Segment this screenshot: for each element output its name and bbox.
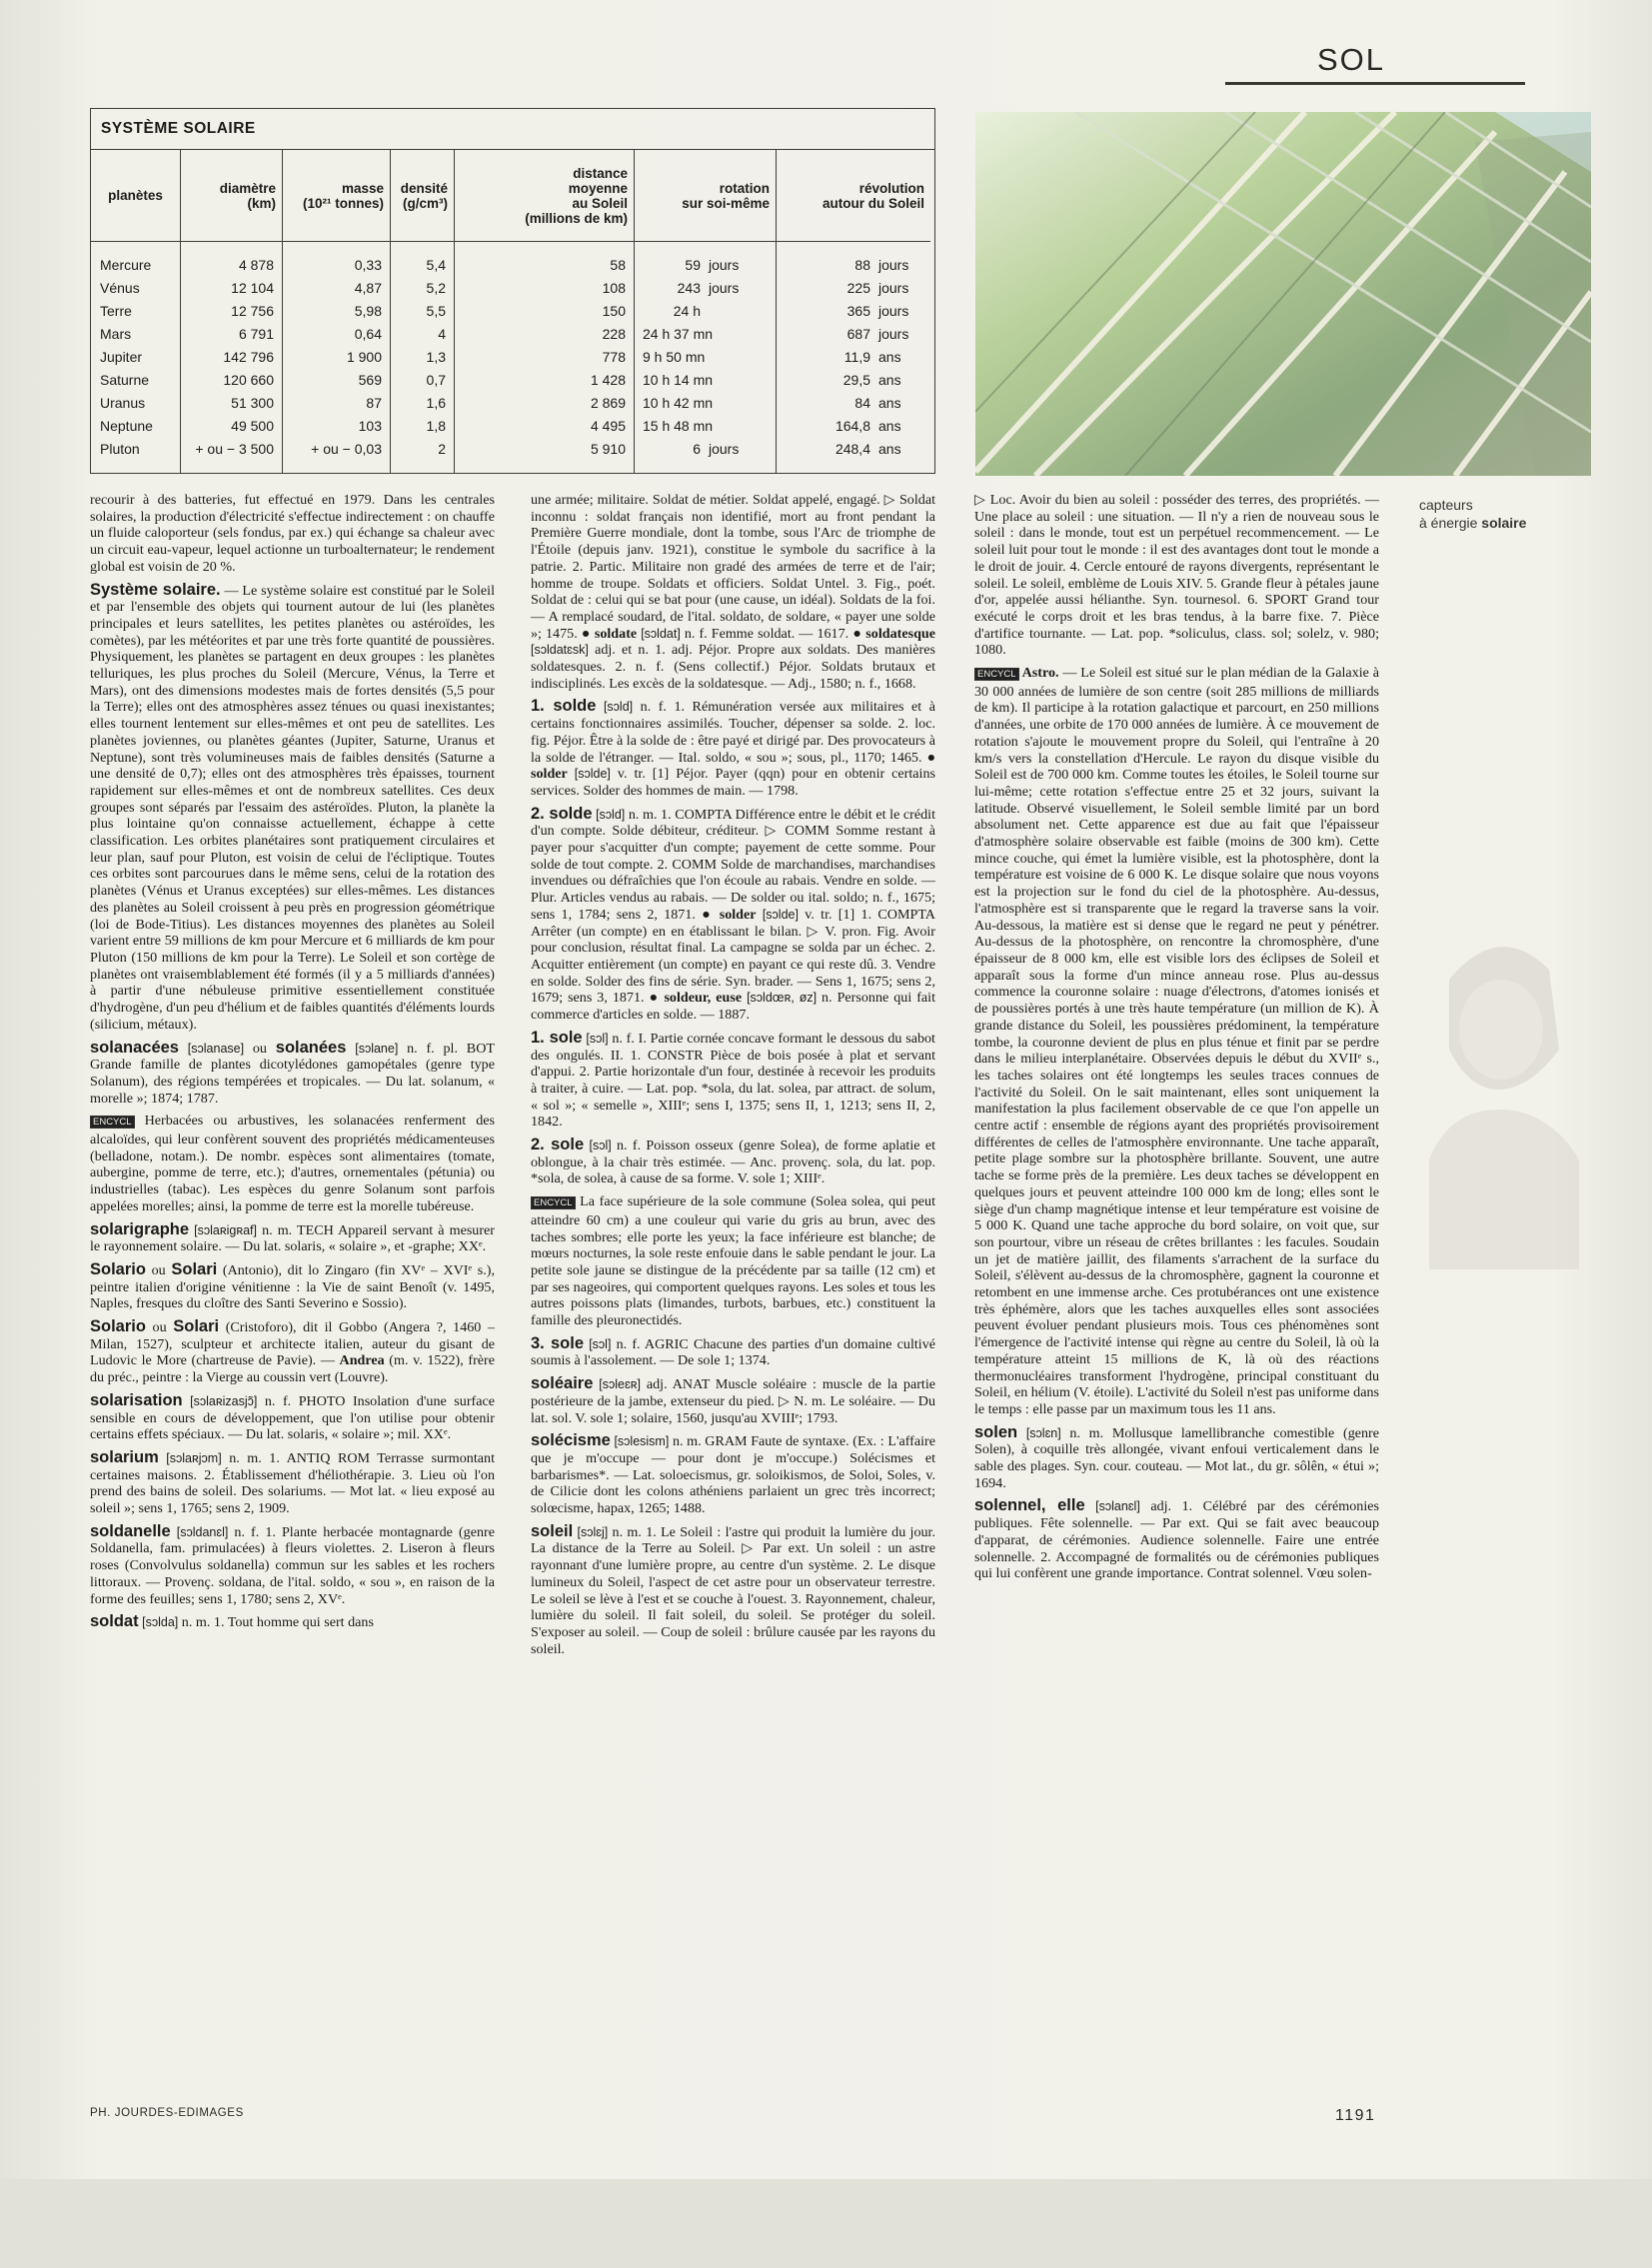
table-cell: Mercure [100,257,152,273]
table-cell: 4 878 [238,257,274,273]
table-cell [635,438,776,461]
table-cell [777,438,930,461]
entry-systeme-solaire: Système solaire. — Le système solaire est constitué par le Soleil et par l'ensemble des objets qui tournent autour de lui (les planètes principales et leurs satellites, les petites planètes ou astéroïdes, les comètes), par les météorites et par une très forte quantité de poussières. Physiquement, les planètes se partagent en deux groupes : les planètes telluriques, les plus proches du Soleil (Mercure, Vénus, la Terre et Mars), ont des dimensions modestes mais de fortes densités (5,5 pour la Terre); elles ont des atmosphères assez ténues ou quasi inexistantes; elles tournent lentement sur elles-mêmes et ont peu de satellites. Les planètes joviennes, ou planètes géantes (Jupiter, Saturne, Uranus et Neptune), sont très volumineuses mais de faibles densités (Saturne a une densité de 0,7); elles ont des atmosphères très épaisses, tournent rapidement sur elles-mêmes et ont de nombreux satellites. Ces deux groupes sont séparés par l'essaim des astéroïdes. Pluton, la planète la plus lointaine qu'on connaisse actuellement, échappe à cette classification. Les orbites planétaires sont pratiquement circulaires et leur plan, sauf pour Pluton, est voisin de celui de l'écliptique. Toutes ces orbites sont parcourues dans le même sens, celui de la rotation des planètes (Vénus et Uranus exceptées) sur elles-mêmes. Les distances des planètes au Soleil croissent à peu près en progression géométrique (loi de Bode-Titius). Les distances moyennes des planètes au Soleil varient entre 59 millions de km pour Mercure et 6 milliards de km pour Pluton (150 millions de km pour la Terre). Le Soleil et son cortège de planètes ont vraisemblablement été formés (il y a 5 milliards d'années) à partir d'une nébuleuse primitive essentiellement constituée d'hydrogène, d'un peu d'hélium et de faibles quantités d'éléments lourds (silicium, métaux). [90,580,495,1033]
table-cell: 2 [438,441,446,457]
table-cell: 6 791 [238,326,274,342]
table-cell: 4 495 [590,418,626,434]
table-header-cell: densité (g/cm³) [391,150,454,242]
col-revolution [777,150,930,474]
table-cell-value: 6 [693,441,701,457]
table-cell: 1 900 [346,349,382,365]
entry-solen: solen [sɔlɛn] n. m. Mollusque lamellibranche comestible (genre Solen), à coquille très allongée, vivant enfoui verticalement dans le sable des plages. Syn. cour. couteau. — Mot lat., du gr. sôlên, « étui »; 1694. [974,1422,1379,1491]
table-cell: 12 756 [231,303,274,319]
table-header-cell: distance moyenne au Soleil (millions de km) [455,150,634,242]
table-cell: + ou − 3 500 [195,441,274,457]
col-distance [455,150,635,474]
table-cell: Uranus [100,395,146,411]
table-cell-unit: ans [878,395,901,411]
table-cell-value: 24 h 37 mn [643,326,714,342]
table-cell-value: 10 h 14 mn [643,372,714,388]
solar-system-table [90,108,935,474]
table-cell [777,369,930,392]
table-cell [635,346,776,369]
photo-credit: PH. JOURDES-EDIMAGES [90,2107,244,2119]
table-cell: 103 [358,418,382,434]
table-cell-unit: ans [878,349,901,365]
table-cell: 4 [438,326,446,342]
table-cell: 5,98 [354,303,382,319]
entry-solario-cristoforo: Solario ou Solari (Cristoforo), dit il Gobbo (Angera ?, 1460 – Milan, 1527), sculpteur et architecte italien, auteur du gisant de Ludovic le More (chartreuse de Pavie). — Andrea (m. v. 1522), frère du préc., peintre : la Vierge au coussin vert (Louvre). [90,1317,495,1386]
page-number: 1191 [1335,2107,1376,2124]
table-cell: 108 [602,280,626,296]
table-cell-value: 10 h 42 mn [643,395,714,411]
table-cell [635,369,776,392]
table-cell-unit: jours [709,280,740,296]
text-column-1 [90,492,495,1637]
scan-margin [0,2179,1652,2268]
table-cell-unit: jours [878,303,909,319]
solar-panel-photo [975,112,1591,476]
running-head: SOL [1317,42,1386,77]
table-cell [777,323,930,346]
table-cell-unit [701,323,709,346]
col-planets [91,150,181,474]
entry-soldat-continued: une armée; militaire. Soldat de métier. Soldat appelé, engagé. ▷ Soldat inconnu : soldat français non identifié, mort au front pendant la Première Guerre mondiale, dont la tombe, sous l'Arc de triomphe de l'Étoile (depuis janv. 1921), constitue le symbole du sacrifice à la patrie. 2. Partic. Militaire non gradé des armées de terre et de l'air; homme de troupe. Soldats et officiers. Soldat Untel. 3. Fig., poét. Soldat de : celui qui se bat pour (une cause, un idéal). Soldats de la foi. — A remplacé soudard, de l'ital. soldato, de soldare, « payer une solde »; 1475. ● soldate [sɔldat] n. f. Femme soldat. — 1617. ● soldatesque [sɔldatɛsk] adj. et n. 1. adj. Péjor. Propre aux soldats. Des manières soldatesques. 2. n. f. (Sens collectif.) Péjor. Soldats brutaux et indisciplinés. Les excès de la soldatesque. — Adj., 1580; n. f., 1668. [531,492,935,692]
table-cell-value: 164,8 [834,418,870,434]
table-cell [777,277,930,300]
table-cell [777,254,930,277]
table-header-cell: rotation sur soi-même [635,150,776,242]
col-mass [283,150,391,474]
entry-solde-2: 2. solde [sɔld] n. m. 1. COMPTA Différence entre le débit et le crédit d'un compte. Solde débiteur, créditeur. ▷ COMM Somme restant à payer pour s'acquitter d'un compte; payement de cette somme. Pour solde de tout compte. 2. COMM Solde de marchandises, marchandises invendues ou défraîchies que l'on écoule au rabais. Vendre en solde. — Plur. Articles vendus au rabais. — De solder ou ital. soldo; n. f., 1675; sens 1, 1784; sens 2, 1871. ● solder [sɔlde] v. tr. [1] 1. COMPTA Arrêter (un compte) en en établissant le bilan. ▷ V. pron. Fig. Avoir pour conclusion, résultat final. La campagne se solda par un échec. 2. Acquitter entièrement (un compte) en payant ce qui reste dû. 3. Vendre en solde. Solder des fins de série. Syn. brader. — Sens 1, 1675; sens 2, 1679; sens 3, 1871. ● soldeur, euse [sɔldœʀ, øz] n. Personne qui fait commerce d'articles en solde. — 1887. [531,804,935,1024]
table-cell: 0,64 [354,326,382,342]
table-cell: 228 [602,326,626,342]
table-cell-unit [701,369,709,392]
entry-sole-3: 3. sole [sɔl] n. f. AGRIC Chacune des parties d'un domaine cultivé soumis à l'assolement. — De sole 1; 1374. [531,1333,935,1369]
table-cell: 120 660 [223,372,274,388]
entry-solde-1: 1. solde [sɔld] n. f. 1. Rémunération versée aux militaires et à certains fonctionnaires assimilés. Toucher, dépenser sa solde. 2. loc. fig. Péjor. Être à la solde de : être payé et dirigé par. Des provocateurs à la solde de l'étranger. — Ital. soldo, « sou »; sous, pl., 1170; 1465. ● solder [sɔlde] v. tr. [1] Péjor. Payer (qqn) pour en obtenir certains services. Solder des hommes de main. — 1798. [531,697,935,799]
entry-solarium: solarium [sɔlaʀjɔm] n. m. 1. ANTIQ ROM Terrasse surmontant certaines maisons. 2. Établissement d'héliothérapie. 3. Lieu où l'on prend des bains de soleil. Des solariums. — Mot lat. « lieu exposé au soleil »; sens 1, 1765; sens 2, 1909. [90,1447,495,1517]
text-column-2 [531,492,935,1663]
col-density [391,150,455,474]
table-cell-value: 365 [846,303,870,319]
table-cell: 778 [602,349,626,365]
table-cell: 5,2 [426,280,446,296]
entry-soleaire: soléaire [sɔleɛʀ] adj. ANAT Muscle soléaire : muscle de la partie postérieure de la jambe, extenseur du pied. ▷ N. m. Le soléaire. — Du lat. sol. V. sole 1; solaire, 1560, jusqu'au XVIIIᵉ; 1793. [531,1374,935,1426]
table-cell-value: 59 [685,257,701,273]
entry-solario-antonio: Solario ou Solari (Antonio), dit lo Zingaro (fin XVᵉ – XVIᵉ s.), peintre italien d'origine vénitienne : la Vie de saint Benoît (v. 1495, Naples, fresques du cloître des Santi Severino e Sossio). [90,1259,495,1312]
table-cell: 5,4 [426,257,446,273]
table-cell: 51 300 [231,395,274,411]
table-cell: 0,7 [426,372,446,388]
table-cell-unit [701,415,709,438]
table-cell-unit: jours [709,257,740,273]
photo-caption [1419,496,1569,532]
table-cell-value: 88 [854,257,870,273]
table-cell: Saturne [100,372,150,388]
table-cell: 87 [366,395,382,411]
table-cell-value: 29,5 [842,372,870,388]
table-grid [91,150,934,474]
table-cell: 150 [602,303,626,319]
table-cell: 12 104 [231,280,274,296]
table-cell: Pluton [100,441,140,457]
table-cell-value: 243 [677,280,701,296]
table-cell: 5,5 [426,303,446,319]
table-cell: 4,87 [354,280,382,296]
table-cell-unit [701,300,709,323]
table-header-cell: diamètre (km) [181,150,282,242]
running-head-rule [1225,82,1525,85]
table-cell-value: 248,4 [834,441,870,457]
entry-paragraph: recourir à des batteries, fut effectué en 1979. Dans les centrales solaires, la production d'électricité s'effectue indirectement : on chauffe un fluide caloporteur (sels fondus, par ex.) qui échange sa chaleur avec un circuit eau-vapeur, lequel actionne un turboalternateur; le rendement global est voisin de 20 %. [90,492,495,575]
portrait-illustration [1409,910,1589,1269]
table-cell: 0,33 [354,257,382,273]
col-rotation [635,150,777,474]
entry-solennel: solennel, elle [sɔlanɛl] adj. 1. Célébré par des cérémonies publiques. Fête solennelle. — Par ext. Qui se fait avec beaucoup d'apparat, de cérémonies. Audience solennelle. Faire une entrée solennelle. 2. Accompagné de formalités ou de cérémonies publiques qui lui confèrent une grande importance. Contrat solennel. Vœu solen- [974,1496,1380,1582]
table-cell: Neptune [100,418,153,434]
table-cell-value: 15 h 48 mn [643,418,714,434]
table-cell [635,300,776,323]
table-cell: 569 [358,372,382,388]
table-title: SYSTÈME SOLAIRE [91,109,934,150]
table-cell-unit: jours [709,441,740,457]
table-cell [777,346,930,369]
entry-soleil: soleil [sɔlɛj] n. m. 1. Le Soleil : l'astre qui produit la lumière du jour. La distance de la Terre au Soleil. ▷ Par ext. Un soleil : un astre rayonnant d'une lumière propre, au centre d'un système. 2. Le disque lumineux du Soleil, l'aspect de cet astre pour un observateur terrestre. Le soleil se lève à l'est et se couche à l'ouest. 3. Rayonnement, chaleur, lumière du soleil. Il fait soleil, du soleil. Se protéger du soleil. S'exposer au soleil. — Coup de soleil : brûlure causée par les rayons du soleil. [531,1521,936,1657]
table-cell [777,392,930,415]
table-cell-unit: jours [878,257,909,273]
table-cell-unit: jours [878,326,909,342]
table-cell-unit: ans [878,372,901,388]
caption-line-1: capteurs [1419,497,1473,513]
text-column-3 [974,492,1379,1588]
entry-sole-2: 2. sole [sɔl] n. f. Poisson osseux (genre Solea), de forme aplatie et oblongue, à la chair très estimée. — Anc. provenç. sola, du lat. pop. *sola, de solea, à cause de sa forme. V. sole 1; XIIIᵉ. [531,1135,935,1187]
table-cell-unit [701,392,709,415]
table-cell: 58 [610,257,626,273]
entry-solanacees: solanacées [sɔlanase] ou solanées [sɔlane] n. f. pl. BOT Grande famille de plantes dicotylédones gamopétales (genre type Solanum), des régions tempérées et tropicales. — Du lat. solanum, « morelle »; 1874; 1787. [90,1038,495,1107]
table-cell-value: 24 h [673,303,701,319]
table-cell-value: 225 [846,280,870,296]
table-cell: 142 796 [223,349,274,365]
table-cell-unit: ans [878,441,901,457]
table-cell-value: 9 h 50 mn [643,349,706,365]
table-cell: Mars [100,326,132,342]
entry-solarigraphe: solarigraphe [sɔlaʀigʀaf] n. m. TECH Appareil servant à mesurer le rayonnement solaire. — Du lat. solaris, « solaire », et -graphe; XXᵉ. [90,1219,495,1255]
table-cell: 49 500 [231,418,274,434]
table-header-cell: masse (10²¹ tonnes) [283,150,390,242]
table-header-cell: planètes [91,150,180,242]
entry-solanacees-encyclopedic: ENCYCL Herbacées ou arbustives, les solanacées renferment des alcaloïdes, qui leur confèrent souvent des propriétés médicamenteuses (belladone, notam.). De nombr. espèces sont alimentaires (tomate, aubergine, pomme de terre, etc.); d'autres, ornementales (pétunia) ou industrielles (tabac). Les espèces du genre Solanum sont parfois appelées morelles; ainsi, la pomme de terre est la morelle tubéreuse. [90,1113,495,1214]
table-cell: 1 428 [590,372,626,388]
caption-bold: solaire [1481,515,1527,531]
table-cell-unit: ans [878,418,901,434]
table-cell [635,254,776,277]
table-cell [777,300,930,323]
table-cell [777,415,930,438]
solar-panel-image [975,112,1591,476]
entry-solecisme: solécisme [sɔlesism] n. m. GRAM Faute de syntaxe. (Ex. : L'affaire que je m'occupe — pour dont je m'occupe.) Solécismes et barbarismes*. — Lat. soloecismus, gr. soloikismos, de Soloi, Soles, v. de Cilicie dont les colons athéniens parlaient un grec très incorrect; solœcisme, hapax, 1265; 1488. [531,1431,935,1517]
table-cell: 1,3 [426,349,446,365]
table-cell-value: 687 [846,326,870,342]
entry-sole-1: 1. sole [sɔl] n. f. I. Partie cornée concave formant le dessous du sabot des ongulés. II. 1. CONSTR Pièce de bois posée à plat et servant d'appui. 2. Partie horizontale d'un four, destinée à recevoir les produits à traiter, à cuire. — Lat. pop. *sola, du lat. solea, par attract. de solum, « sol »; « semelle », XIIIᵉ; sens I, 1375; sens II, 1, 1213; sens II, 2, 1842. [531,1028,935,1131]
table-cell [635,323,776,346]
entry-soldanelle: soldanelle [sɔldanɛl] n. f. 1. Plante herbacée montagnarde (genre Soldanella, fam. primulacées) à fleurs violettes. 2. Liseron à fleurs roses (Convolvulus soldanella) commun sur les sables et les rochers littoraux. — Provenç. soldana, de l'ital. soldo, « sou », en raison de la forme des feuilles; sens 1, 1780; sens 2, XVᵉ. [90,1521,495,1607]
table-cell [635,392,776,415]
col-diameter [181,150,283,474]
table-cell-unit [701,346,709,369]
table-cell-value: 11,9 [843,349,870,365]
table-cell-unit: jours [878,280,909,296]
table-cell: 1,6 [426,395,446,411]
table-cell: Vénus [100,280,140,296]
table-cell: + ou − 0,03 [311,441,382,457]
table-cell-value: 84 [854,395,870,411]
table-cell: 2 869 [590,395,626,411]
entry-sole-2-encyclopedic: ENCYCL La face supérieure de la sole commune (Solea solea, qui peut atteindre 60 cm) a une couleur qui varie du gris au brun, avec des taches sombres; elle porte les yeux; la face inférieure est blanche; de mœurs nocturnes, la sole reste enfouie dans le sable pendant le jour. La petite sole jaune se distingue de la précédente par sa taille (12 cm) et par ses nageoires, qui comportent quelques rayons. Les soles et tous les autres poissons plats (limandes, turbots, barbues, etc.) constituent la famille des pleuronectidés. [531,1193,935,1329]
caption-line-2: à énergie [1419,515,1482,531]
table-cell: 5 910 [590,441,626,457]
table-cell: 1,8 [426,418,446,434]
table-header-cell: révolution autour du Soleil [777,150,930,242]
entry-soleil-astro: ENCYCL Astro. — Le Soleil est situé sur le plan médian de la Galaxie à 30 000 années de lumière de son centre (soit 285 millions de milliards de km). Il participe à la rotation galactique et parcourt, en 250 millions d'années, une orbite de 170 000 années de lumière. À ce mouvement de rotation s'ajoute le mouvement propre du Soleil, qui l'entraîne à 20 km/s vers la constellation d'Hercule. Le rayon du disque visible du Soleil est de 700 000 km. Comme toutes les étoiles, le Soleil tourne sur lui-même; cette rotation s'effectue entre 25 et 32 jours, suivant la latitude. Observé visuellement, le Soleil semble limité par un bord absolument net. Cette apparence est due au fait que l'épaisseur d'atmosphère solaire observable est faible (moins de 300 km). Cette mince couche, qui émet la lumière visible, est la photosphère, dont la température est voisine de 6 000 K. Le disque solaire que nous voyons est la projection sur le fond du ciel de la photosphère. Au-dessus, l'atmosphère est si transparente que le regard la traverse sans la voir. Au-dessous, la matière est si dense que le regard ne peut y pénétrer. Au-dessus de la photosphère, on rencontre la chromosphère, d'une épaisseur de 8 000 km, elle est visible lors des éclipses de Soleil et apparaît sous la forme d'un mince anneau rose. Plus au-dessus commence la couronne solaire : nuage d'électrons, d'atomes ionisés et de poussières portés à une très haute température (un million de K). À grande distance du Soleil, les poussières prédominent, la température tombe, la couronne devient de plus en plus ténue et finit par se perdre dans le milieu interplanétaire. Observées depuis le début du XVIIᵉ s., les taches solaires ont été longtemps les seules traces connues de l'activité du Soleil. On le sait maintenant, elles sont uniquement la manifestation la plus facilement observable de ce que l'on appelle un centre actif : ensemble de régions ayant des propriétés provisoirement différentes de celles de l'atmosphère environnante. Une tache apparaît, petite plage sombre sur la photosphère brillante. Souvent, une autre tache se forme près de la première. Les deux taches se développent en quelques jours et peuvent atteindre 100 000 km de long; elles sont le siège d'un champ magnétique intense et leur température est voisine de 5 000 K. Quand une tache approche du bord solaire, on voit que, sur son pourtour, vibre un réseau de crêtes brillantes : les facules. Soudain un jet de matière jaillit, des filaments s'arrachent de la surface du Soleil, s'élèvent au-dessus de la chromosphère, gagnent la couronne et retombent en une immense arche. Ces protubérances ont une existence très éphémère, alors que les taches auxquelles elles sont associées peuvent évoluer pendant plusieurs mois. Tous ces phénomènes sont l'émergence de l'activité intense qui règne au centre du Soleil, là où la température atteint 15 millions de K, là où des réactions thermonucléaires transforment l'hydrogène, principal constituant du Soleil, en hélium (V. étoile). L'activité du Soleil n'est pas uniforme dans le temps : elle passe par un maximum tous les 11 ans. [974,665,1379,1417]
table-cell [635,415,776,438]
entry-soleil-continued: ▷ Loc. Avoir du bien au soleil : posséder des terres, des propriétés. — Une place au soleil : une situation. — Il n'y a rien de nouveau sous le soleil : dans le monde, tout est un perpétuel recommencement. — Le soleil luit pour tout le monde : il est des avantages dont tout le monde a le droit de jouir. 4. Cercle entouré de rayons divergents, représentant le soleil. Le soleil, emblème de Louis XIV. 5. Grande fleur à pétales jaune d'or, appelée aussi hélianthe. Syn. tournesol. 6. SPORT Grand tour exécuté le corps droit et les bras tendus, à la barre fixe. 7. Pièce d'artifice tournante. — Lat. pop. *soliculus, class. sol; solelz, v. 980; 1080. [974,492,1379,659]
table-cell: Jupiter [100,349,143,365]
table-cell: Terre [100,303,132,319]
table-cell [635,277,776,300]
entry-soldat: soldat [sɔlda] n. m. 1. Tout homme qui sert dans [90,1612,374,1631]
entry-solarisation: solarisation [sɔlaʀizasjɔ̃] n. f. PHOTO Insolation d'une surface sensible en cours de développement, que l'on utilise pour obtenir certains effets spéciaux. — Du lat. solaris, « solaire »; mil. XXᵉ. [90,1390,495,1443]
